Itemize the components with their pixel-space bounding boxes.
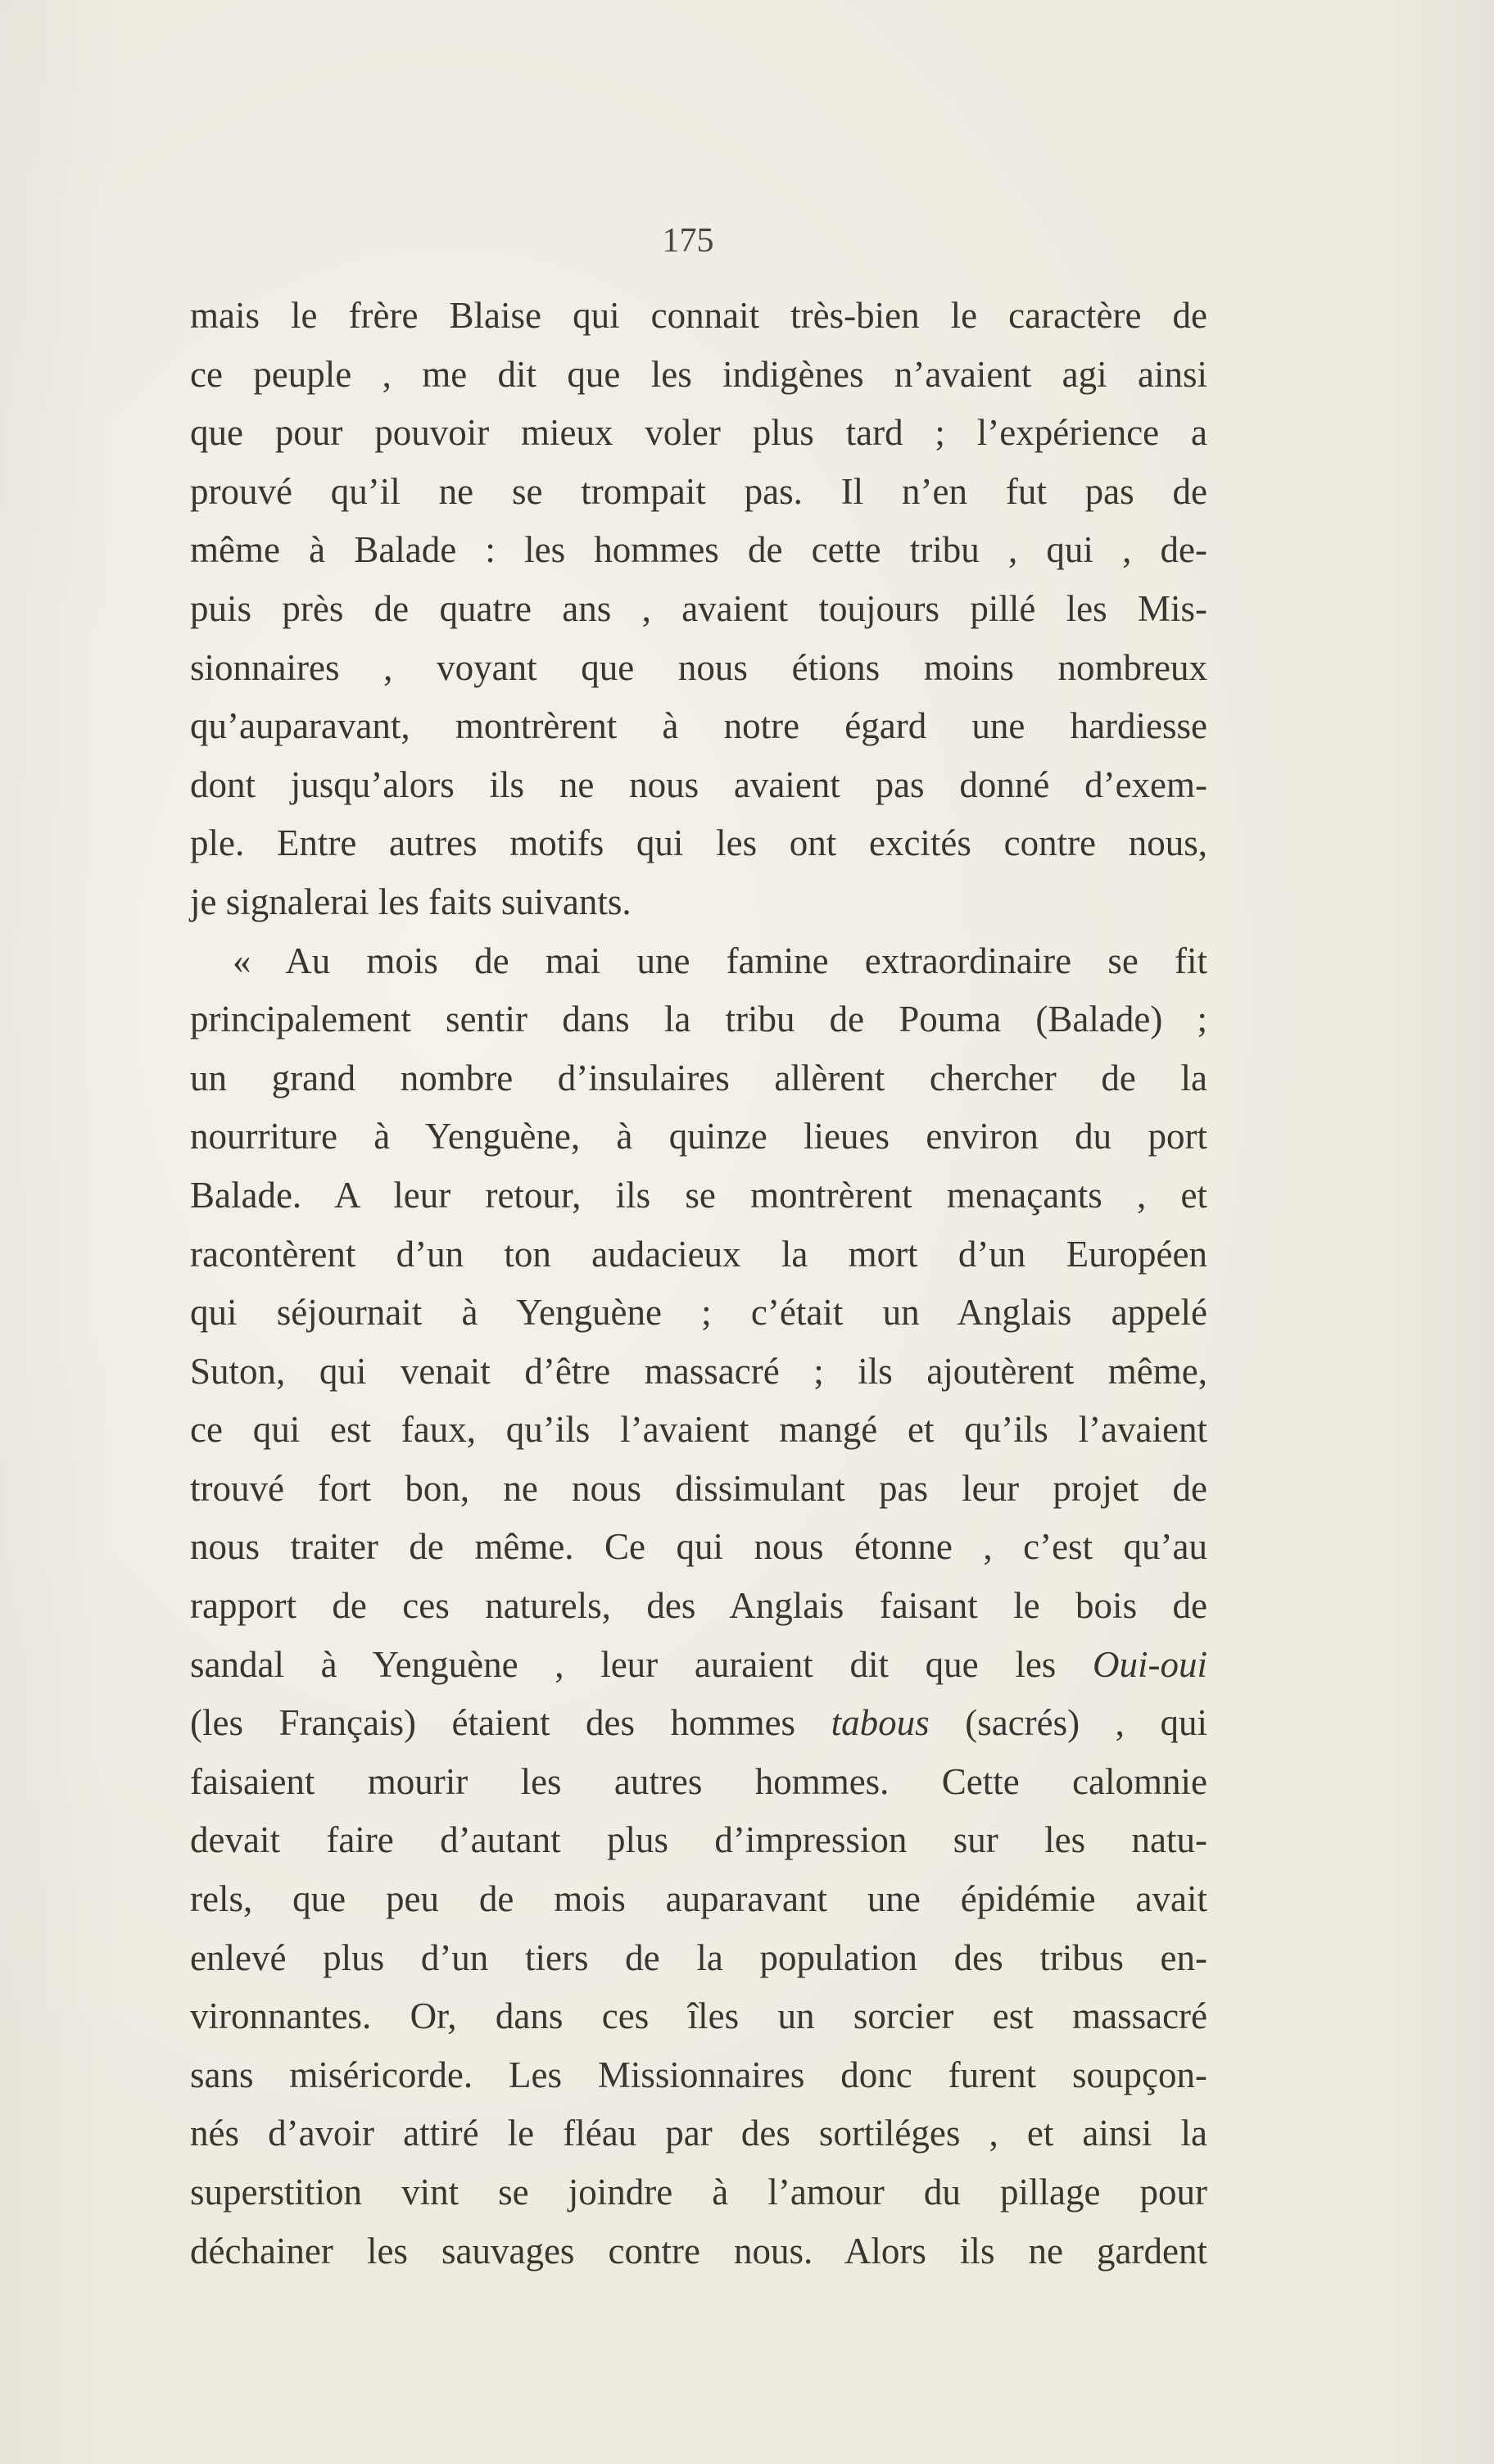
text-line — [190, 1753, 1207, 1812]
text-segment: vironnantes. Or, dans ces îles un sorcier est massacré — [190, 1995, 1207, 2037]
text-line — [190, 814, 1207, 873]
text-segment: je signalerai les faits suivants. — [190, 881, 632, 922]
text-segment: racontèrent d’un ton audacieux la mort d’un Européen — [190, 1233, 1207, 1275]
text-line — [190, 2222, 1207, 2281]
text-line — [190, 1401, 1207, 1460]
text-line — [190, 287, 1207, 346]
page-number: 175 — [662, 222, 714, 260]
text-line — [190, 1636, 1207, 1695]
text-line — [190, 990, 1207, 1049]
text-segment: ple. Entre autres motifs qui les ont excités contre nous, — [190, 822, 1207, 864]
text-segment: (les Français) étaient des hommes — [190, 1702, 831, 1744]
text-line — [190, 1577, 1207, 1636]
italic-term: Oui-oui — [1093, 1643, 1207, 1685]
text-segment: nés d’avoir attiré le fléau par des sortiléges , et ainsi la — [190, 2113, 1207, 2154]
text-line — [190, 873, 1207, 932]
text-segment: faisaient mourir les autres hommes. Cette calomnie — [190, 1760, 1207, 1802]
text-segment: nous traiter de même. Ce qui nous étonne , c’est qu’au — [190, 1526, 1207, 1568]
italic-term: tabous — [831, 1702, 930, 1744]
text-line — [190, 1870, 1207, 1929]
text-line — [190, 404, 1207, 463]
text-segment: nourriture à Yenguène, à quinze lieues environ du port — [190, 1116, 1207, 1157]
text-line — [190, 1811, 1207, 1870]
text-line — [190, 1460, 1207, 1519]
text-segment: devait faire d’autant plus d’impression sur les natu- — [190, 1819, 1207, 1861]
text-line — [190, 639, 1207, 698]
text-segment: puis près de quatre ans , avaient toujours pillé les Mis- — [190, 587, 1207, 629]
text-segment: sionnaires , voyant que nous étions moins nombreux — [190, 646, 1207, 688]
text-segment: qui séjournait à Yenguène ; c’était un Anglais appelé — [190, 1292, 1207, 1334]
text-line — [190, 1107, 1207, 1166]
text-line — [190, 1929, 1207, 1988]
text-segment: qu’auparavant, montrèrent à notre égard une hardiesse — [190, 705, 1207, 747]
body-text — [190, 287, 1207, 2281]
text-line — [190, 756, 1207, 815]
text-line — [190, 463, 1207, 522]
text-segment: rels, que peu de mois auparavant une épidémie avait — [190, 1878, 1207, 1920]
text-line — [190, 1284, 1207, 1343]
text-line — [190, 1987, 1207, 2046]
text-line — [190, 1694, 1207, 1753]
text-segment: principalement sentir dans la tribu de Pouma (Balade) ; — [190, 999, 1207, 1040]
text-line — [190, 932, 1207, 991]
text-segment: ce qui est faux, qu’ils l’avaient mangé et qu’ils l’avaient — [190, 1409, 1207, 1451]
text-segment: sans miséricorde. Les Missionnaires donc furent soupçon- — [190, 2054, 1207, 2095]
text-segment: que pour pouvoir mieux voler plus tard ; l’expérience a — [190, 412, 1207, 454]
text-segment: Balade. A leur retour, ils se montrèrent menaçants , et — [190, 1174, 1207, 1216]
text-line — [190, 1166, 1207, 1225]
text-segment: mais le frère Blaise qui connait très-bien le caractère de — [190, 295, 1207, 336]
text-segment: Suton, qui venait d’être massacré ; ils ajoutèrent même, — [190, 1350, 1207, 1392]
text-segment: déchainer les sauvages contre nous. Alors ils ne gardent — [190, 2230, 1207, 2272]
text-line — [190, 2163, 1207, 2222]
text-segment: dont jusqu’alors ils ne nous avaient pas donné d’exem- — [190, 763, 1207, 805]
text-line — [190, 1343, 1207, 1402]
text-line — [190, 1049, 1207, 1108]
text-segment: rapport de ces naturels, des Anglais faisant le bois de — [190, 1585, 1207, 1627]
text-segment: superstition vint se joindre à l’amour du pillage pour — [190, 2172, 1207, 2213]
text-segment: « Au mois de mai une famine extraordinaire se fit — [233, 940, 1207, 981]
text-line — [190, 2104, 1207, 2163]
text-line — [190, 697, 1207, 756]
text-line — [190, 521, 1207, 580]
text-segment: un grand nombre d’insulaires allèrent chercher de la — [190, 1057, 1207, 1098]
text-line — [190, 2046, 1207, 2105]
text-line — [190, 1225, 1207, 1284]
text-line — [190, 346, 1207, 405]
text-segment: trouvé fort bon, ne nous dissimulant pas leur projet de — [190, 1467, 1207, 1509]
text-segment: ce peuple , me dit que les indigènes n’avaient agi ainsi — [190, 353, 1207, 395]
text-line — [190, 580, 1207, 639]
text-segment: même à Balade : les hommes de cette tribu , qui , de- — [190, 529, 1207, 571]
text-segment: (sacrés) , qui — [929, 1702, 1208, 1744]
text-line — [190, 1518, 1207, 1577]
text-segment: sandal à Yenguène , leur auraient dit que les — [190, 1643, 1093, 1685]
text-segment: prouvé qu’il ne se trompait pas. Il n’en fut pas de — [190, 470, 1207, 512]
text-segment: enlevé plus d’un tiers de la population des tribus en- — [190, 1936, 1207, 1978]
